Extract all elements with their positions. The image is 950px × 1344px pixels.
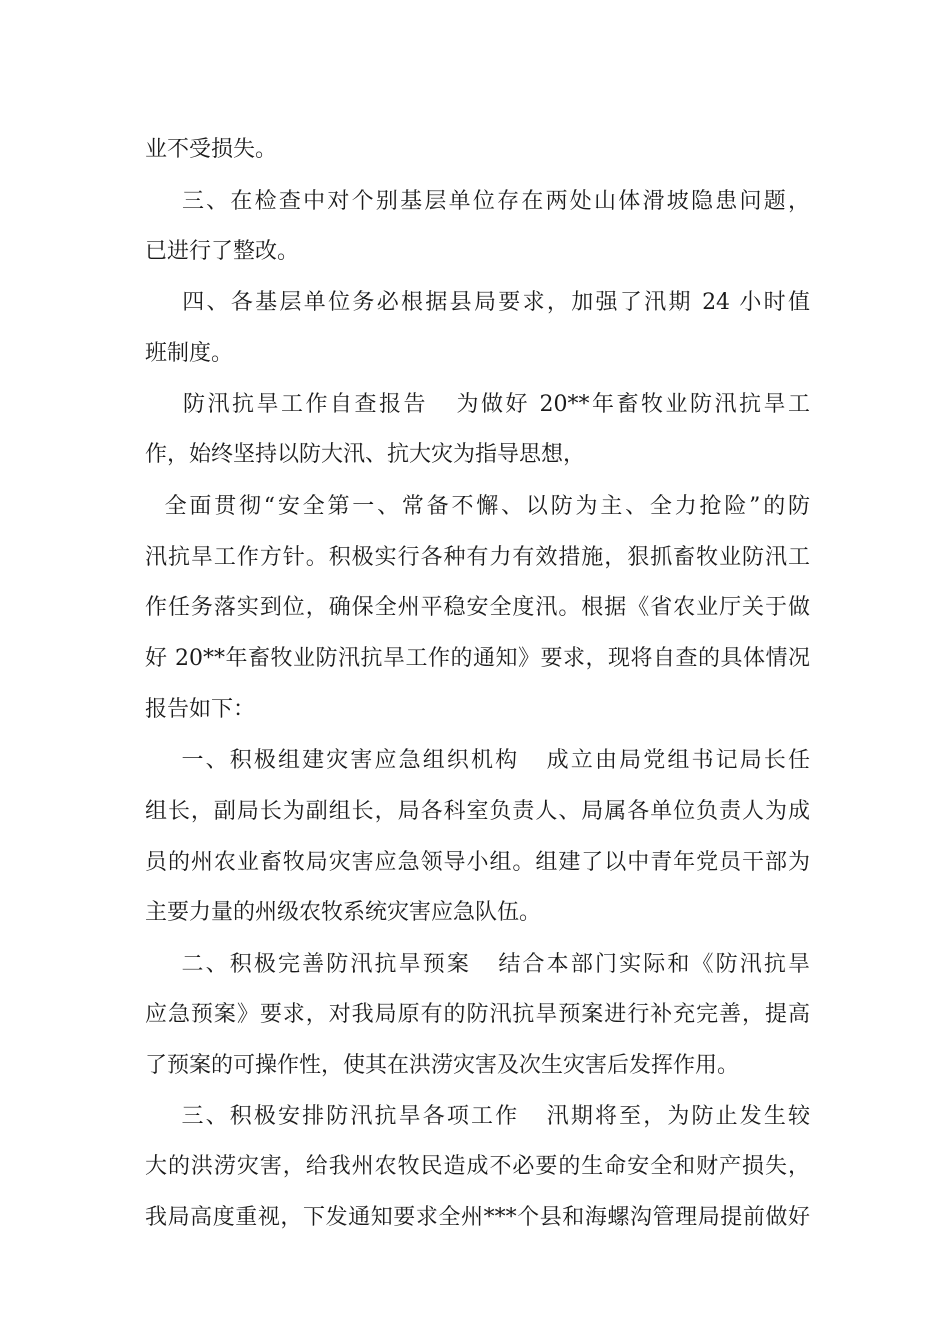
text-line-7: 作，始终坚持以防大汛、抗大灾为指导思想，: [145, 442, 586, 467]
text-line-1: 业不受损失。: [145, 137, 278, 162]
text-line-12: 报告如下：: [145, 697, 256, 722]
text-line-13: 一、积极组建灾害应急组织机构 成立由局党组书记局长任: [145, 748, 810, 773]
text-line-17: 二、积极完善防汛抗旱预案 结合本部门实际和《防汛抗旱: [145, 952, 810, 977]
text-line-18: 应急预案》要求，对我局原有的防汛抗旱预案进行补充完善，提高: [145, 1002, 810, 1027]
text-line-16: 主要力量的州级农牧系统灾害应急队伍。: [145, 900, 542, 925]
text-line-10: 作任务落实到位，确保全州平稳安全度汛。根据《省农业厅关于做: [145, 595, 810, 620]
text-line-4: 四、各基层单位务必根据县局要求，加强了汛期 24 小时值: [145, 290, 810, 315]
text-line-22: 我局高度重视，下发通知要求全州***个县和海螺沟管理局提前做好: [145, 1205, 810, 1230]
text-line-14: 组长，副局长为副组长，局各科室负责人、局属各单位负责人为成: [145, 799, 810, 824]
text-line-5: 班制度。: [145, 341, 234, 366]
text-line-6: 防汛抗旱工作自查报告 为做好 20**年畜牧业防汛抗旱工: [145, 392, 810, 417]
text-line-2: 三、在检查中对个别基层单位存在两处山体滑坡隐患问题，: [145, 189, 810, 214]
text-line-21: 大的洪涝灾害，给我州农牧民造成不必要的生命安全和财产损失，: [145, 1154, 810, 1179]
text-line-11: 好 20**年畜牧业防汛抗旱工作的通知》要求，现将自查的具体情况: [145, 646, 810, 671]
text-line-20: 三、积极安排防汛抗旱各项工作 汛期将至，为防止发生较: [145, 1104, 810, 1129]
text-line-15: 员的州农业畜牧局灾害应急领导小组。组建了以中青年党员干部为: [145, 850, 810, 875]
text-line-19: 了预案的可操作性，使其在洪涝灾害及次生灾害后发挥作用。: [145, 1053, 740, 1078]
text-line-8: 全面贯彻“安全第一、常备不懈、以防为主、全力抢险”的防: [145, 494, 810, 519]
text-line-3: 已进行了整改。: [145, 239, 300, 264]
text-line-9: 汛抗旱工作方针。积极实行各种有力有效措施，狠抓畜牧业防汛工: [145, 545, 810, 570]
